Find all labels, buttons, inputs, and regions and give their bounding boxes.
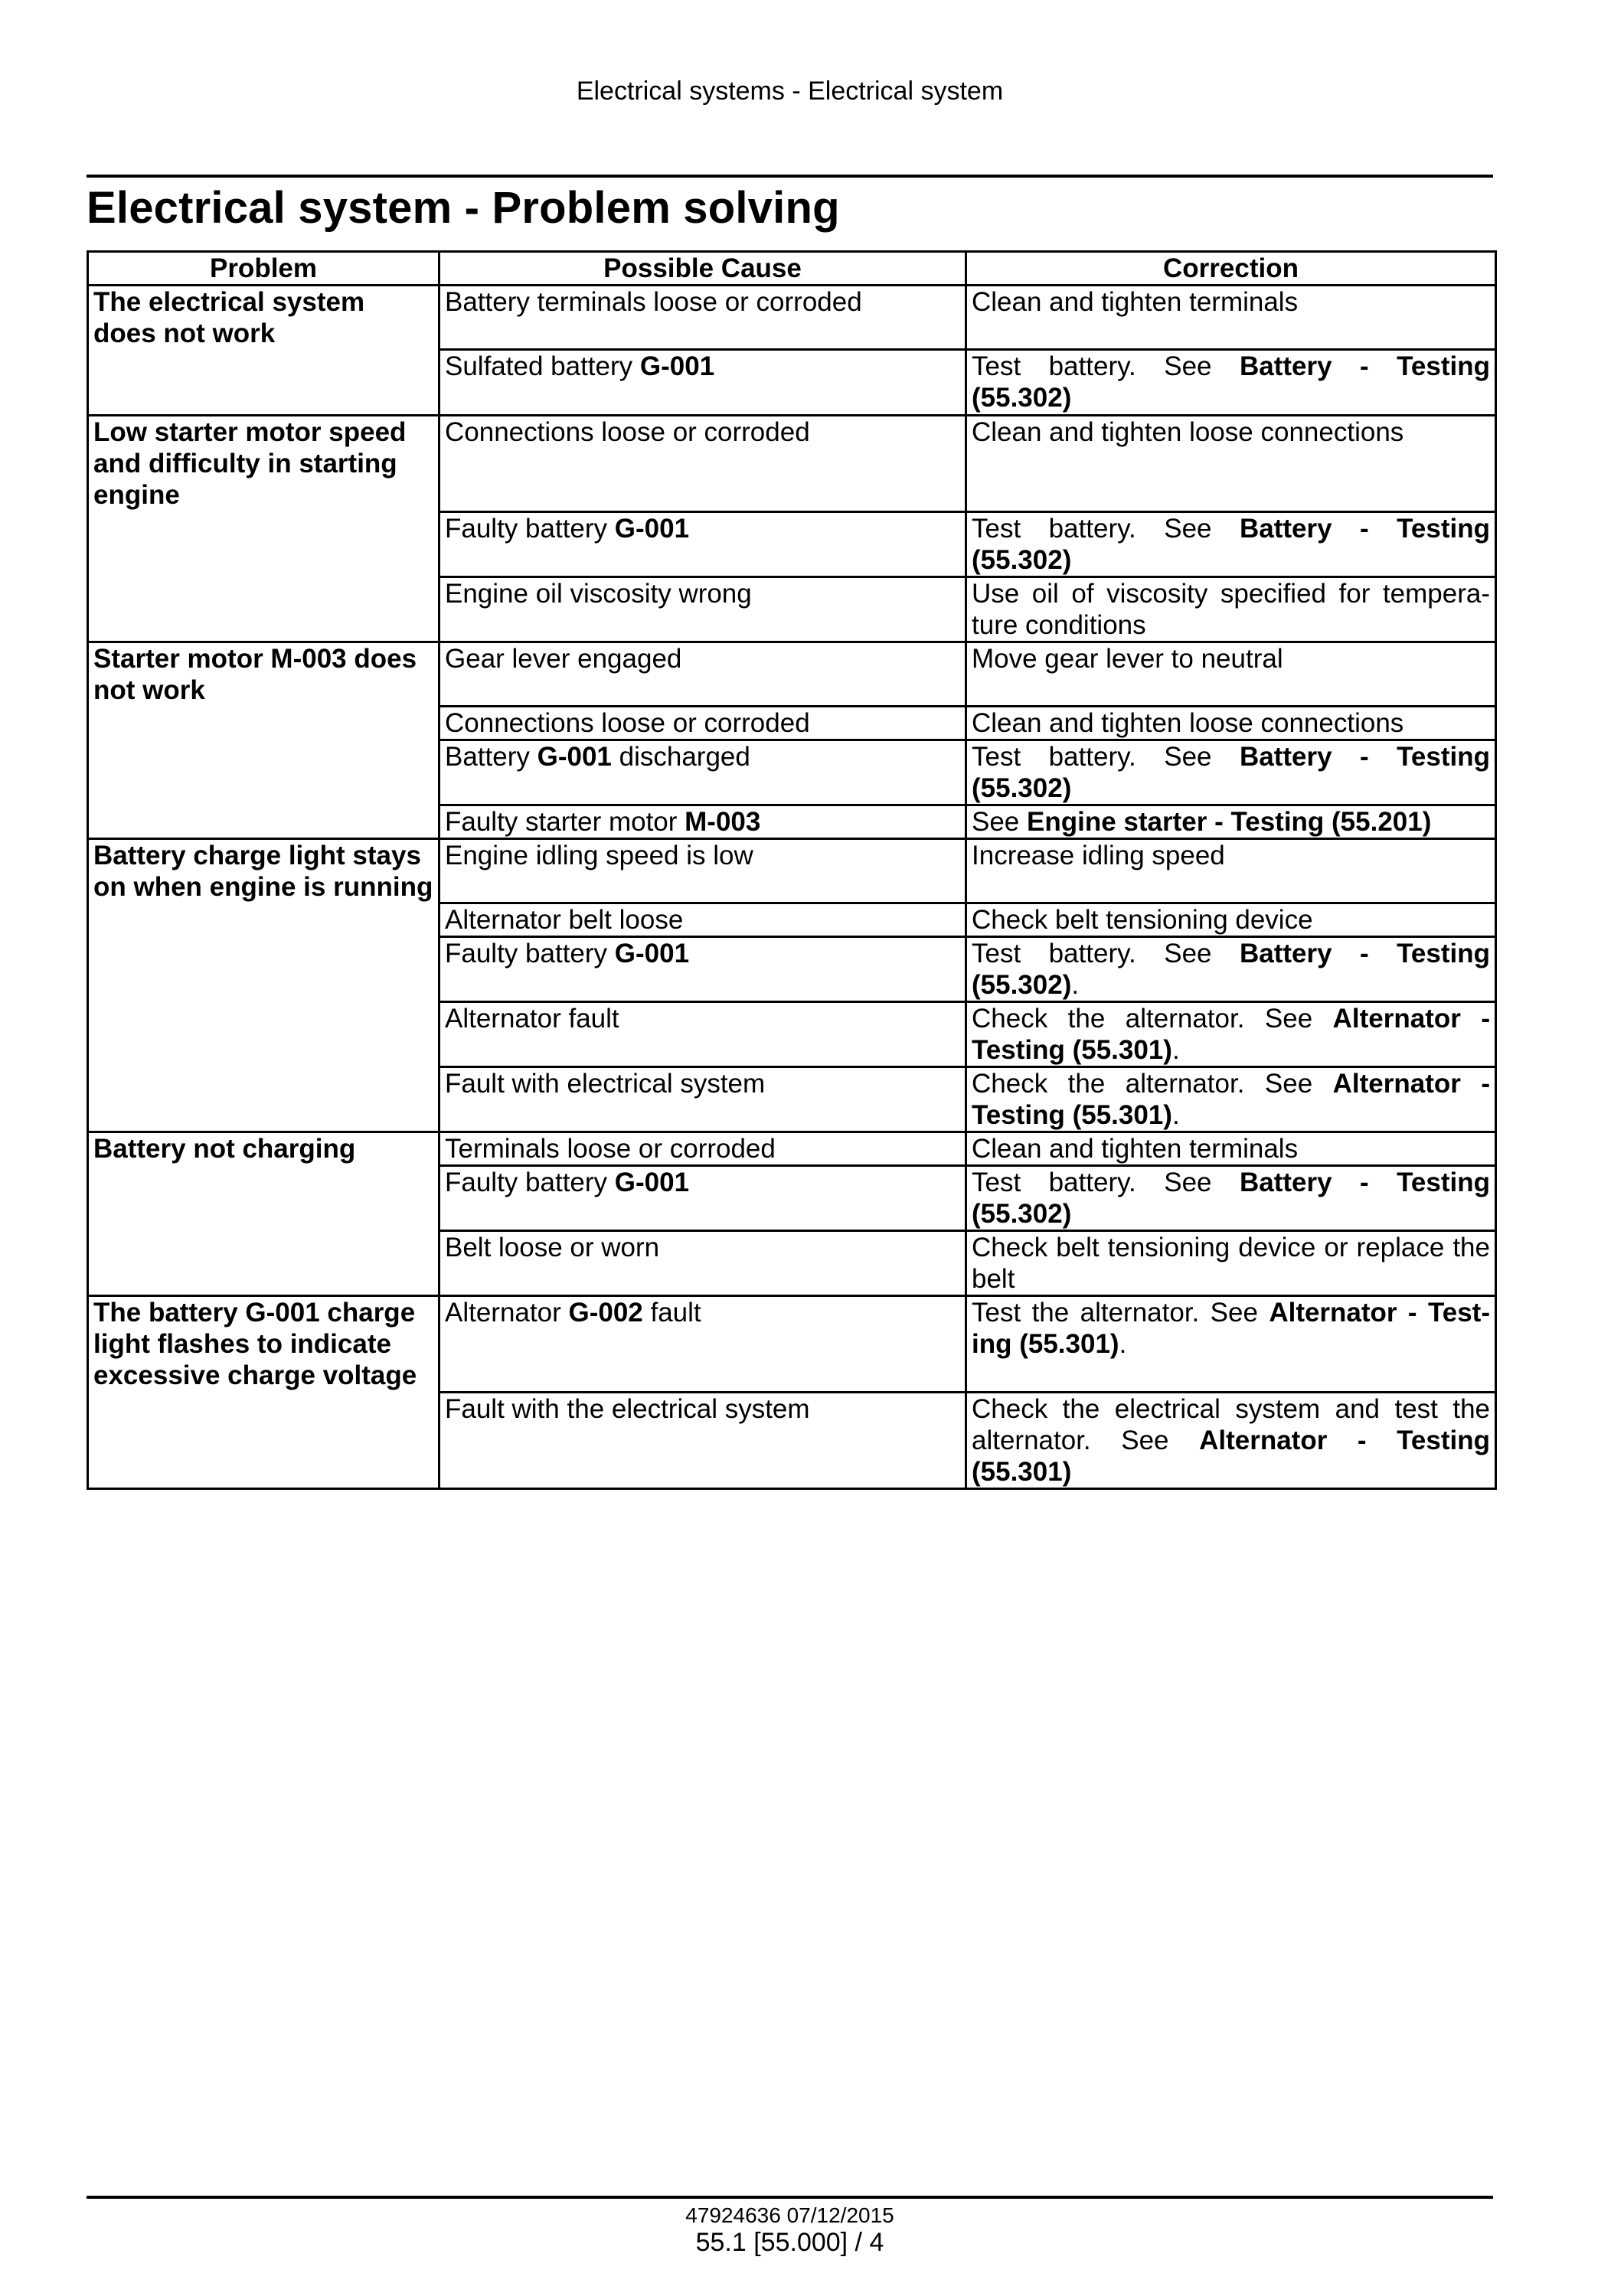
document-code: 47924636 07/12/2015 (685, 2203, 894, 2227)
correction-cell: Check the alternator. See Alternator - Testing (55.301). (966, 1067, 1496, 1132)
correction-cell: Check the alternator. See Alternator - Testing (55.301). (966, 1002, 1496, 1067)
cross-reference: Alternator - Test-ing (55.301) (972, 1298, 1490, 1359)
cross-reference: Alternator - Testing (55.301) (972, 1426, 1490, 1487)
cause-cell: Alternator fault (439, 1002, 966, 1067)
cause-cell: Battery G-001 discharged (439, 740, 966, 805)
correction-cell: Increase idling speed (966, 839, 1496, 903)
cause-cell: Battery terminals loose or corroded (439, 286, 966, 350)
problem-cell: The electrical system does not work (88, 286, 439, 416)
cause-cell: Connections loose or corroded (439, 416, 966, 512)
cause-cell: Faulty battery G-001 (439, 937, 966, 1002)
cause-cell: Alternator belt loose (439, 903, 966, 937)
cause-cell: Faulty battery G-001 (439, 512, 966, 577)
table-row (88, 1132, 1496, 1166)
page-reference: 55.1 [55.000] / 4 (695, 2228, 884, 2257)
correction-cell: Clean and tighten loose connections (966, 416, 1496, 512)
cross-reference: Alternator - Testing (55.301) (972, 1004, 1490, 1065)
cause-cell: Faulty battery G-001 (439, 1166, 966, 1231)
troubleshooting-table (87, 250, 1497, 1490)
correction-cell: Test battery. See Battery - Testing (55.302) (966, 512, 1496, 577)
correction-cell: Check the electrical system and test the alternator. See Alternator - Testing (55.301) (966, 1393, 1496, 1489)
column-header-cause: Possible Cause (439, 252, 966, 286)
table-row (88, 642, 1496, 707)
column-header-problem: Problem (88, 252, 439, 286)
cross-reference: Battery - Testing (55.302) (972, 1168, 1490, 1229)
table-row (88, 1296, 1496, 1393)
correction-cell: Use oil of viscosity specified for tempera-ture conditions (966, 577, 1496, 642)
cause-cell: Alternator G-002 fault (439, 1296, 966, 1393)
cross-reference: Battery - Testing (55.302) (972, 939, 1490, 1000)
correction-cell: Clean and tighten terminals (966, 1132, 1496, 1166)
cause-cell: Engine oil viscosity wrong (439, 577, 966, 642)
footer-rule (87, 2196, 1493, 2199)
problem-cell: The battery G-001 charge light flashes to indicate excessive charge voltage (88, 1296, 439, 1489)
cause-cell: Connections loose or corroded (439, 707, 966, 740)
problem-cell: Low starter motor speed and difficulty in starting engine (88, 416, 439, 642)
cause-cell: Engine idling speed is low (439, 839, 966, 903)
correction-cell: Check belt tensioning device or replace the belt (966, 1231, 1496, 1296)
correction-cell: Test the alternator. See Alternator - Test-ing (55.301). (966, 1296, 1496, 1393)
correction-cell: Test battery. See Battery - Testing (55.302). (966, 937, 1496, 1002)
cross-reference: Alternator - Testing (55.301) (972, 1069, 1490, 1130)
column-header-correction: Correction (966, 252, 1496, 286)
cause-cell: Belt loose or worn (439, 1231, 966, 1296)
correction-cell: Check belt tensioning device (966, 903, 1496, 937)
problem-cell: Starter motor M-003 does not work (88, 642, 439, 839)
cross-reference: Engine starter - Testing (55.201) (1027, 807, 1432, 837)
correction-cell: Test battery. See Battery - Testing (55.302) (966, 1166, 1496, 1231)
cause-cell: Faulty starter motor M-003 (439, 805, 966, 839)
cause-cell: Terminals loose or corroded (439, 1132, 966, 1166)
page-title: Electrical system - Problem solving (87, 183, 840, 233)
cross-reference: Battery - Testing (55.302) (972, 351, 1490, 413)
problem-cell: Battery not charging (88, 1132, 439, 1296)
problem-cell: Battery charge light stays on when engine is running (88, 839, 439, 1132)
table-row (88, 286, 1496, 350)
title-rule (87, 175, 1493, 178)
correction-cell: Move gear lever to neutral (966, 642, 1496, 707)
cause-cell: Fault with the electrical system (439, 1393, 966, 1489)
correction-cell: Clean and tighten loose connections (966, 707, 1496, 740)
correction-cell: See Engine starter - Testing (55.201) (966, 805, 1496, 839)
cross-reference: Battery - Testing (55.302) (972, 514, 1490, 575)
correction-cell: Clean and tighten terminals (966, 286, 1496, 350)
correction-cell: Test battery. See Battery - Testing (55.302) (966, 350, 1496, 416)
cross-reference: Battery - Testing (55.302) (972, 742, 1490, 803)
cause-cell: Fault with electrical system (439, 1067, 966, 1132)
correction-cell: Test battery. See Battery - Testing (55.302) (966, 740, 1496, 805)
cause-cell: Sulfated battery G-001 (439, 350, 966, 416)
table-header-row (88, 252, 1496, 286)
table-row (88, 416, 1496, 512)
table-row (88, 839, 1496, 903)
cause-cell: Gear lever engaged (439, 642, 966, 707)
running-header: Electrical systems - Electrical system (576, 77, 1004, 106)
